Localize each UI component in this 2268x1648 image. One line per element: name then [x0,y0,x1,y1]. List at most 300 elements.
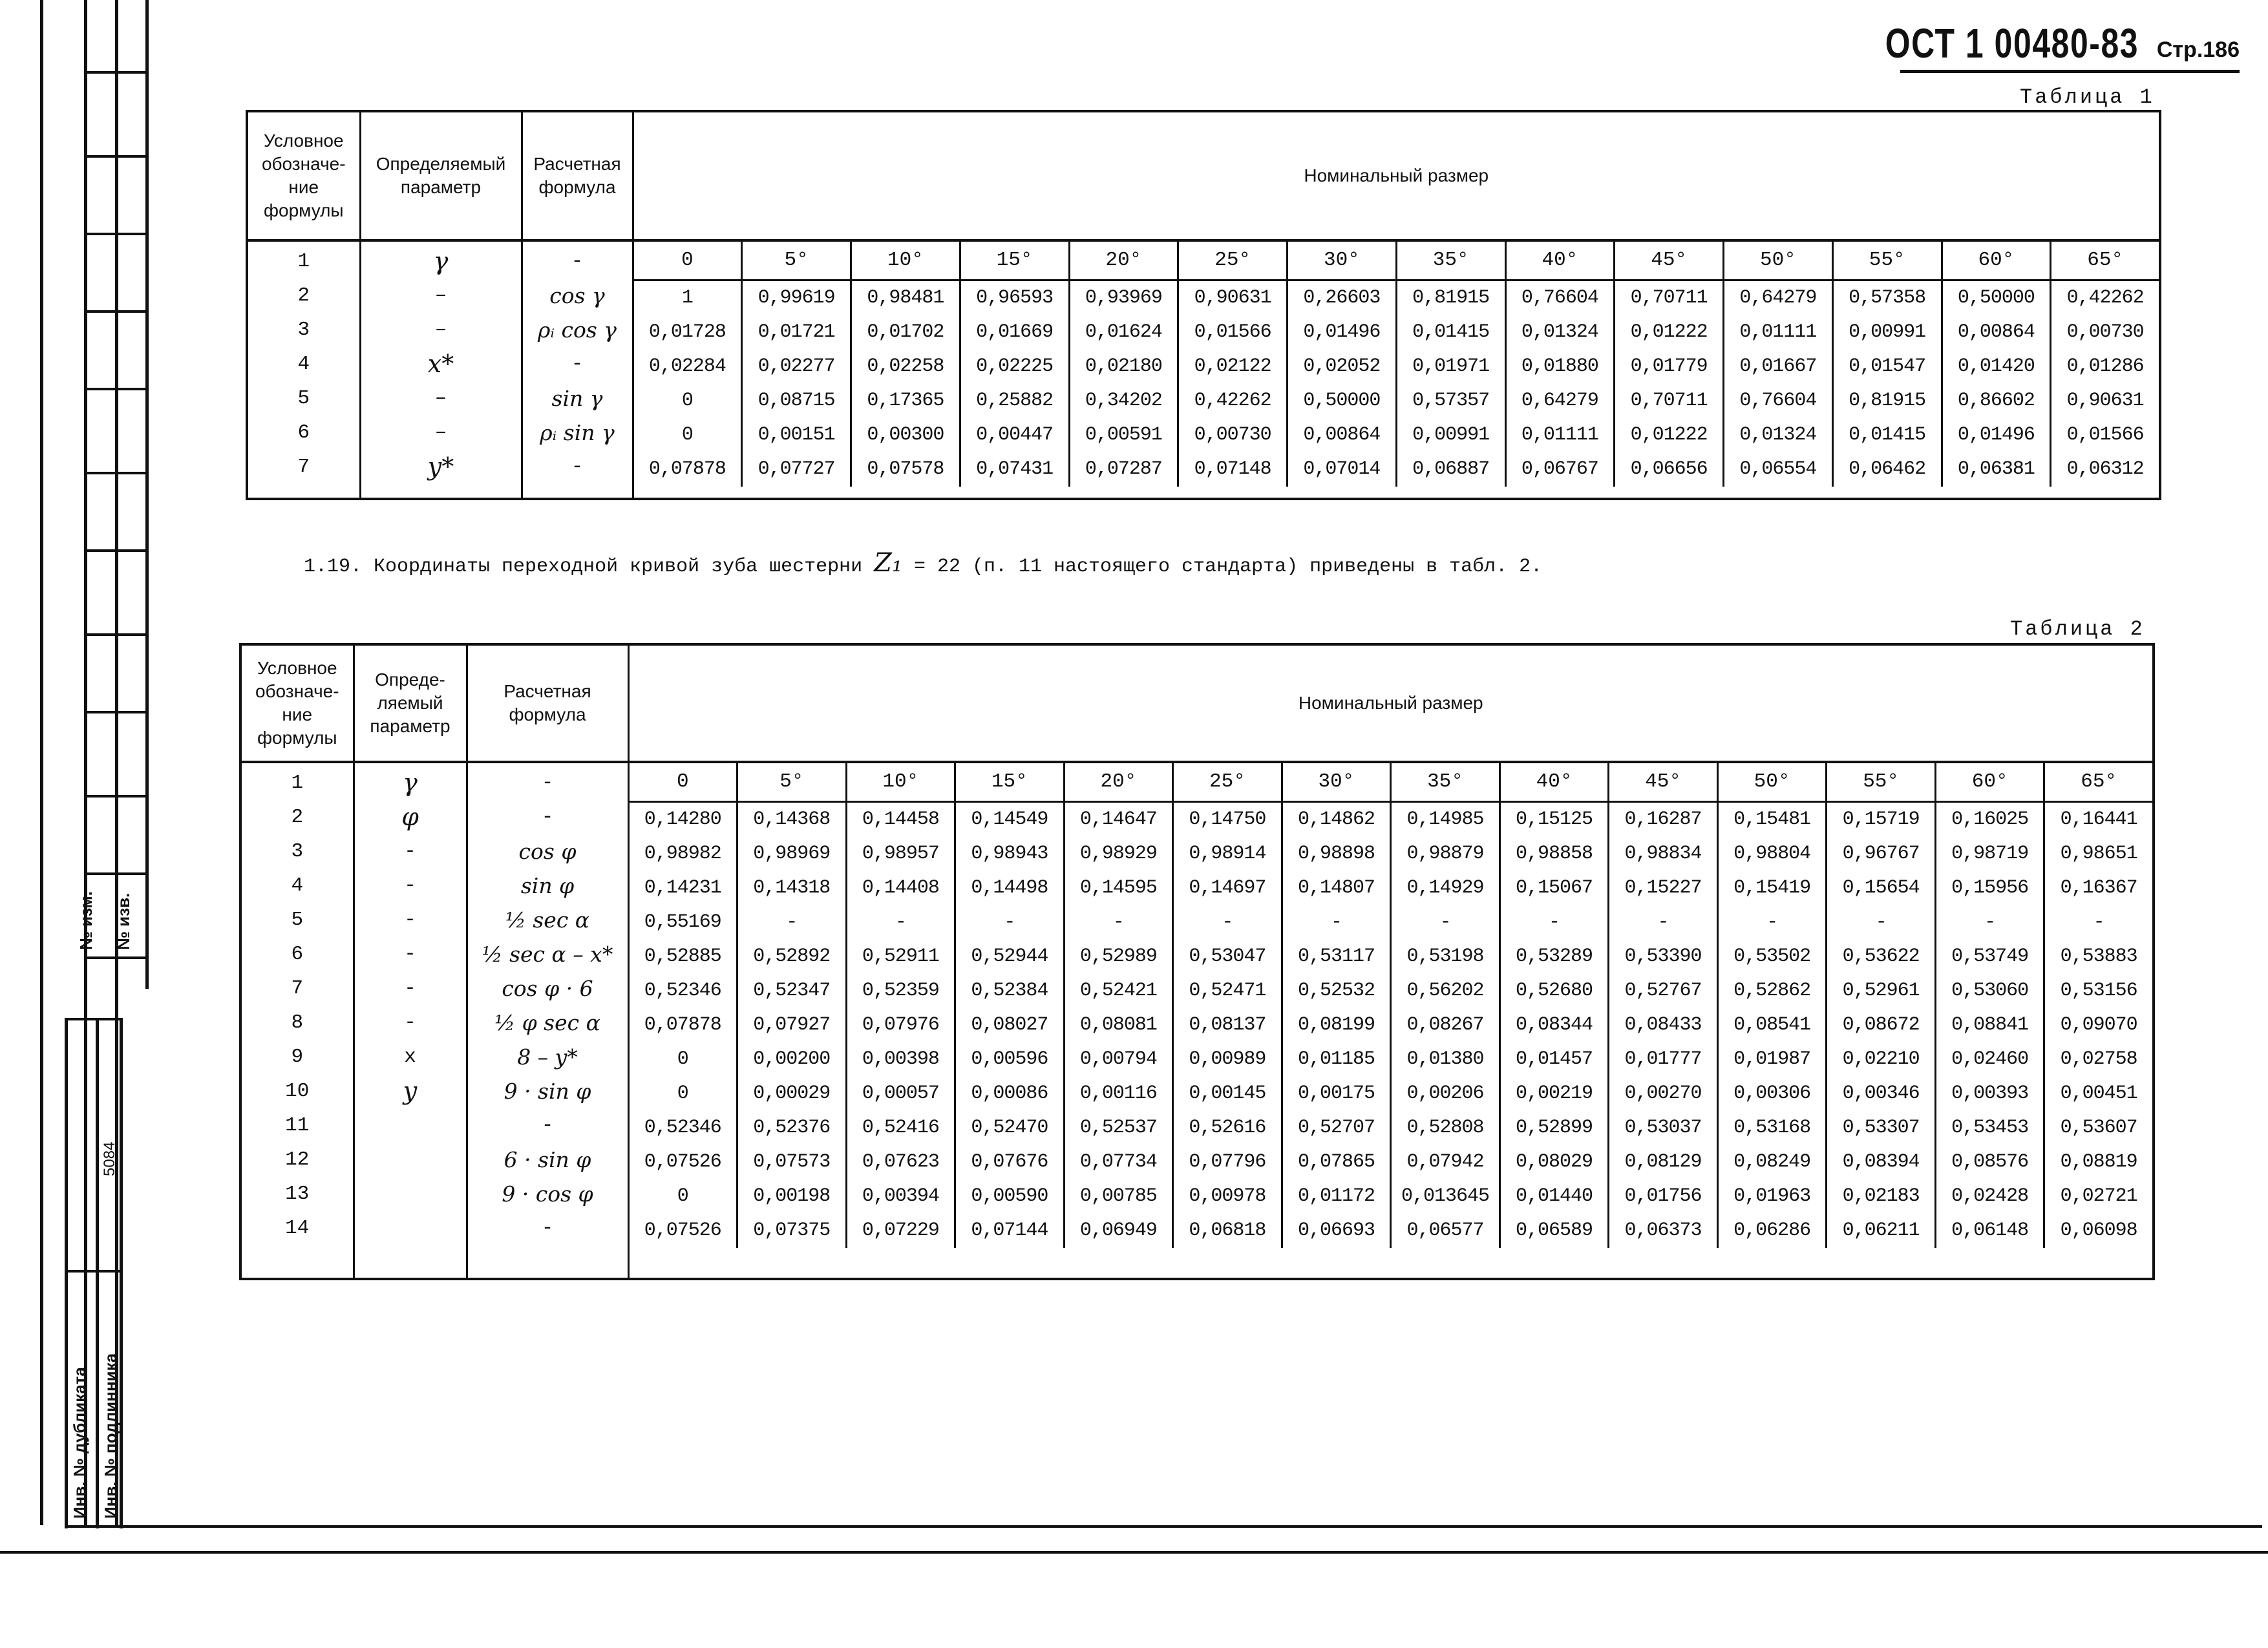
t1-angle-col [1613,242,1722,487]
t2-formula: ½ φ sec α [494,1010,600,1035]
frame-line [145,0,149,989]
t1-value-cell: 0,02180 [1085,355,1162,377]
t2-value-cell: - [1439,911,1451,933]
t1-value-cell: 0,96593 [976,287,1054,309]
t1-value-cell: 0 [681,424,693,446]
t2-value-cell: 0,52537 [1079,1117,1157,1139]
t2-num: 11 [285,1114,310,1137]
t1-formula: ρᵢ cos γ [537,317,617,343]
t1-angle-header: 65° [2051,242,2159,281]
t2-value-cell: 0,06818 [1189,1220,1266,1241]
t2-value-cell: 0,53060 [1951,980,2029,1002]
t2-value-cell: 0,07676 [971,1151,1048,1173]
t1-values [633,240,2160,499]
t2-value-cell: 0,53047 [1189,945,1266,967]
t2-value-cell: 0,16367 [2060,877,2137,899]
t2-value-cell: 0,01777 [1624,1048,1702,1070]
t2-formula: - [541,806,554,829]
table2 [239,643,2155,1280]
t2-value-cell: 0,01963 [1733,1185,1811,1207]
t1-value-cell: 0,42262 [1194,390,1271,412]
t2-value-cell: 0,00086 [971,1083,1048,1104]
frame-line [84,633,149,636]
t2-value-cell: 0,14231 [644,877,721,899]
stamp-dup: Инв. № дубликата [70,1367,89,1519]
t1-angle-col [850,242,959,487]
t2-value-cell: 0,52707 [1297,1117,1375,1139]
t2-value-cell: 0,00978 [1189,1185,1266,1207]
t2-value-cell: 0,08129 [1624,1151,1702,1173]
page-number: Стр.186 [2156,37,2240,62]
t1-value-cell: 0,00591 [1085,424,1162,446]
t2-num: 14 [285,1217,310,1240]
frame-line [65,1525,2262,1528]
t1-value-cell: 0,06554 [1739,458,1817,480]
t1-value-cell: 0,25882 [976,390,1054,412]
t1-angle-col [1068,242,1178,487]
t1-angle-col [1286,242,1395,487]
t2-value-cell: 0 [677,1048,688,1070]
t2-value-cell: 0,07526 [644,1151,721,1173]
table2-caption: Таблица 2 [2010,617,2145,641]
t1-formula: - [571,456,584,478]
t1-value-cell: 0,70711 [1630,287,1708,309]
t2-value-cell: 0,14595 [1079,877,1157,899]
t2-value-cell: 0 [677,1185,688,1207]
t2-angle-header: 60° [1936,763,2044,803]
t2-value-cell: 0,52346 [644,980,721,1002]
t2-value-cell: 0,15227 [1624,877,1702,899]
t2-value-cell: 0,06577 [1406,1220,1484,1241]
t1-value-cell: 0,86602 [1957,390,2035,412]
t2-value-cell: - [1875,911,1887,933]
t1-value-cell: 0,01286 [2066,355,2144,377]
t2-value-cell: 0,96767 [1842,843,1920,865]
t2-value-cell: 0,52892 [753,945,831,967]
header-underline [1900,70,2240,73]
stamp-izm: № изм. [76,891,96,950]
frame-line [84,472,149,474]
t2-num: 12 [285,1148,310,1171]
t2-value-cell: 0,08137 [1189,1014,1266,1036]
t2-value-cell: 0,08344 [1516,1014,1593,1036]
t2-angle-col [1499,763,1608,1248]
t2-value-cell: 0,01457 [1516,1048,1593,1070]
t1-value-cell: 0,01880 [1521,355,1598,377]
t1-num: 1 [297,250,310,273]
t2-head-param: Опреде-ляемый параметр [354,644,467,762]
t2-value-cell: 0,52944 [971,945,1048,967]
t2-value-cell: 0,09070 [2060,1014,2137,1036]
t2-value-cell: 0,00198 [753,1185,831,1207]
t2-value-cell: - [1657,911,1669,933]
t2-angle-col [1063,763,1172,1248]
t2-value-cell: 0,08081 [1079,1014,1157,1036]
t2-value-cell: 0,08249 [1733,1151,1811,1173]
t2-value-cell: 0,52532 [1297,980,1375,1002]
t2-value-cell: 0,98982 [644,843,721,865]
t1-value-cell: 0,01566 [2066,424,2144,446]
t2-value-cell: 0,00393 [1951,1083,2029,1104]
t2-param: - [404,1011,416,1034]
t2-num: 5 [291,909,304,931]
t2-value-cell: 0,00200 [753,1048,831,1070]
t1-value-cell: 0,93969 [1085,287,1162,309]
t2-formula-col [467,762,628,1279]
t2-value-cell: 0,00451 [2060,1083,2137,1104]
t1-value-cell: 0,00730 [2066,321,2144,343]
t1-value-cell: 0,64279 [1739,287,1817,309]
t2-value-cell: 0,08394 [1842,1151,1920,1173]
t2-angle-col [1172,763,1281,1248]
t1-value-cell: 0,01728 [648,321,726,343]
t2-value-cell: 0,15481 [1733,808,1811,830]
t2-value-cell: - [1549,911,1560,933]
t1-value-cell: 0,01971 [1412,355,1490,377]
t2-value-cell: 0,53453 [1951,1117,2029,1139]
t2-value-cell: 0,14862 [1297,808,1375,830]
t1-value-cell: 0,01222 [1630,321,1708,343]
t2-value-cell: 0 [677,1083,688,1104]
t2-value-cell: 0,00206 [1406,1083,1484,1104]
t1-value-cell: 0,02122 [1194,355,1271,377]
frame-line [0,1551,2268,1554]
t2-value-cell: 0,00175 [1297,1083,1375,1104]
t1-value-cell: 0,01566 [1194,321,1271,343]
t2-value-cell: 0,52471 [1189,980,1266,1002]
t2-value-cell: 0,98719 [1951,843,2029,865]
t2-value-cell: 0,14750 [1189,808,1266,830]
t1-value-cell: 0,06381 [1957,458,2035,480]
t2-angle-header: 35° [1392,763,1499,803]
frame-line [115,0,118,1525]
t2-value-cell: 0,52416 [862,1117,939,1139]
t1-angle-col [1395,242,1505,487]
t1-value-cell: 0,57357 [1412,390,1490,412]
t2-param: γ [403,768,418,797]
t2-value-cell: 0,52911 [862,945,939,967]
t1-value-cell: 0,90631 [1194,287,1271,309]
t1-value-cell: 0,01111 [1521,424,1598,446]
t2-angle-col [1934,763,2044,1248]
frame-line [84,872,149,875]
t1-value-cell: 0,99619 [758,287,835,309]
t2-value-cell: - [1112,911,1124,933]
t2-value-cell: 0,00270 [1624,1083,1702,1104]
t2-value-cell: 0,53390 [1624,945,1702,967]
t2-num: 7 [291,977,304,1000]
t2-value-cell: 0,00596 [971,1048,1048,1070]
t2-value-cell: 0,02210 [1842,1048,1920,1070]
t1-value-cell: 0,02284 [648,355,726,377]
t1-value-cell: 0,50000 [1303,390,1381,412]
t2-value-cell: 0,98651 [2060,843,2137,865]
t2-value-cell: 0,14408 [862,877,939,899]
t2-value-cell: 0,02183 [1842,1185,1920,1207]
t1-value-cell: 0,98481 [867,287,944,309]
t1-value-cell: 0,01111 [1739,321,1817,343]
t2-value-cell: - [895,911,906,933]
t2-value-cell: 0,98929 [1079,843,1157,865]
t2-value-cell: 0,00785 [1079,1185,1157,1207]
paragraph-text-before: 1.19. Координаты переходной кривой зуба шестерни [304,556,874,578]
t2-param-col [354,762,467,1279]
stamp-izv: № изв. [114,893,133,950]
t2-value-cell: 0,98834 [1624,843,1702,865]
t1-value-cell: 0,64279 [1521,390,1598,412]
t1-param: y* [427,452,454,481]
t1-angle-col [1941,242,2050,487]
t1-value-cell: 0,00864 [1957,321,2035,343]
t1-angle-col [634,242,741,487]
frame-line [84,233,149,235]
t2-value-cell: 0,07878 [644,1014,721,1036]
t2-value-cell: 0,15419 [1733,877,1811,899]
t1-num: 3 [297,319,310,341]
t2-value-cell: - [1766,911,1778,933]
table1-caption: Таблица 1 [2020,85,2155,109]
t2-param: y [403,1077,418,1105]
t1-value-cell: 0,81915 [1849,390,1926,412]
t1-angle-header: 55° [1834,242,1941,281]
t1-head-num: Условное обозначе-ние формулы [247,111,360,240]
t1-value-cell: 0,00730 [1194,424,1271,446]
t1-value-cell: 0,00991 [1412,424,1490,446]
t2-formula: 6 · sin φ [503,1147,591,1172]
t2-angle-header: 55° [1827,763,1934,803]
frame-line [65,1018,123,1020]
t2-value-cell: 0,07865 [1297,1151,1375,1173]
t1-num: 7 [297,456,310,478]
t2-angle-col [845,763,955,1248]
t2-value-cell: 0,06693 [1297,1220,1375,1241]
t2-value-cell: 0,52616 [1189,1117,1266,1139]
frame-line [84,310,149,313]
t2-value-cell: 0,98898 [1297,843,1375,865]
t2-value-cell: 0,15956 [1951,877,2029,899]
t2-value-cell: 0,52808 [1406,1117,1484,1139]
t2-value-cell: 0,00590 [971,1185,1048,1207]
t2-value-cell: 0,16287 [1624,808,1702,830]
t2-value-cell: 0,15125 [1516,808,1593,830]
t2-formula: 9 · cos φ [502,1181,593,1207]
t2-value-cell: 0,07144 [971,1220,1048,1241]
t1-angle-header: 45° [1615,242,1722,281]
t2-value-cell: 0,01756 [1624,1185,1702,1207]
t1-value-cell: 0,06462 [1849,458,1926,480]
t2-value-cell: 0,07526 [644,1220,721,1241]
t2-value-cell: 0,53198 [1406,945,1484,967]
t2-formula: - [541,772,554,794]
t2-formula: 9 · sin φ [503,1079,591,1104]
t1-angle-col [1177,242,1286,487]
t2-value-cell: 0,00794 [1079,1048,1157,1070]
t1-formula-col [522,240,633,499]
t2-value-cell: 0,14368 [753,808,831,830]
t1-angle-header: 30° [1288,242,1395,281]
t1-param: – [434,284,447,307]
t1-value-cell: 0,01324 [1739,424,1817,446]
frame-line [84,711,149,713]
t2-value-cell: 0,53117 [1297,945,1375,967]
t2-value-cell: 0,55169 [644,911,721,933]
t1-angle-col [1505,242,1614,487]
t1-value-cell: 0,01222 [1630,424,1708,446]
t2-value-cell: 0,52885 [644,945,721,967]
t2-value-cell: 0,53502 [1733,945,1811,967]
t2-angle-header: 15° [956,763,1063,803]
t1-param: – [434,387,447,410]
t2-value-cell: 0,14458 [862,808,939,830]
t2-value-cell: 0,14985 [1406,808,1484,830]
t2-value-cell: 0,98943 [971,843,1048,865]
t1-formula: cos γ [549,283,605,308]
t2-value-cell: 0,08029 [1516,1151,1593,1173]
t2-value-cell: 0,06286 [1733,1220,1811,1241]
frame-line [84,71,149,74]
t2-angle-col [1390,763,1499,1248]
t1-value-cell: 0,07578 [867,458,944,480]
t2-angle-col [2043,763,2152,1248]
frame-line [65,1270,123,1273]
t2-value-cell: 0,08027 [971,1014,1048,1036]
t2-num: 13 [285,1183,310,1205]
t1-value-cell: 0,42262 [2066,287,2144,309]
t2-value-cell: 0,53749 [1951,945,2029,967]
t2-formula: - [541,1217,554,1240]
t2-value-cell: 0,00989 [1189,1048,1266,1070]
t1-value-cell: 0,07148 [1194,458,1271,480]
t1-angle-header: 50° [1724,242,1832,281]
t1-value-cell: 0,17365 [867,390,944,412]
t1-angle-header: 35° [1397,242,1505,281]
t2-value-cell: 0,07734 [1079,1151,1157,1173]
t2-angle-header: 10° [847,763,955,803]
t2-value-cell: 0,08267 [1406,1014,1484,1036]
t1-value-cell: 0,06312 [2066,458,2144,480]
t2-value-cell: 0,53156 [2060,980,2137,1002]
t2-param: x [404,1046,416,1068]
frame-line [84,795,149,798]
t1-value-cell: 0,07727 [758,458,835,480]
t1-value-cell: 0,06767 [1521,458,1598,480]
t2-value-cell: 0,06148 [1951,1220,2029,1241]
t2-value-cell: 0,53607 [2060,1117,2137,1139]
t2-value-cell: 0,52376 [753,1117,831,1139]
t1-angle-col [1722,242,1832,487]
frame-line [84,956,149,959]
t2-value-cell: 0,98957 [862,843,939,865]
t2-formula: 8 – y* [517,1044,578,1070]
frame-line [40,0,43,1525]
t2-value-cell: 0,00394 [862,1185,939,1207]
t2-angle-header: 20° [1065,763,1172,803]
t1-value-cell: 0,01415 [1849,424,1926,446]
t2-formula: cos φ [518,839,577,864]
t2-value-cell: 0,52989 [1079,945,1157,967]
t2-value-cell: 0,08541 [1733,1014,1811,1036]
t2-value-cell: 0,06589 [1516,1220,1593,1241]
t2-formula: ½ sec α [505,907,590,933]
t1-value-cell: 1 [681,287,693,309]
t1-value-cell: 0,07014 [1303,458,1381,480]
t2-value-cell: 0,52680 [1516,980,1593,1002]
t2-param: - [404,874,416,897]
t2-value-cell: 0,52961 [1842,980,1920,1002]
paragraph-z1: Z₁ [874,548,902,578]
t2-angle-header: 50° [1719,763,1826,803]
t1-value-cell: 0,00991 [1849,321,1926,343]
t1-num: 5 [297,387,310,410]
t1-angle-header: 0 [634,242,741,281]
t1-value-cell: 0,34202 [1085,390,1162,412]
t1-param: γ [433,247,449,275]
t2-value-cell: - [786,911,798,933]
t1-head-formula: Расчетная формула [522,111,633,240]
t1-value-cell: 0,08715 [758,390,835,412]
t2-angle-col [736,763,845,1248]
t1-angle-col [2050,242,2159,487]
t1-value-cell: 0,01667 [1739,355,1817,377]
t2-value-cell: 0,98804 [1733,843,1811,865]
t1-value-cell: 0,26603 [1303,287,1381,309]
t1-param: x* [427,350,454,378]
t2-head-nominal: Номинальный размер [628,644,2154,762]
t2-value-cell: 0,52862 [1733,980,1811,1002]
t2-value-cell: 0,02428 [1951,1185,2029,1207]
t1-param: – [434,421,447,444]
t1-angle-col [741,242,850,487]
t2-head-num: Условное обозначе-ние формулы [240,644,354,762]
t2-param: - [404,943,416,966]
t1-head-param: Определяемый параметр [360,111,522,240]
frame-line [65,1018,68,1528]
t2-value-cell: 0,00306 [1733,1083,1811,1104]
paragraph-text-after: = 22 (п. 11 настоящего стандарта) приведены в табл. 2. [902,556,1543,578]
t2-angle-col [1281,763,1390,1248]
t2-angle-header: 25° [1174,763,1281,803]
t1-value-cell: 0,01324 [1521,321,1598,343]
t2-value-cell: 0,16025 [1951,808,2029,830]
paragraph-1-19 [304,548,1542,578]
t2-value-cell: 0,07229 [862,1220,939,1241]
t2-angle-header: 5° [738,763,845,803]
frame-line [84,155,149,158]
t2-value-cell: 0,53307 [1842,1117,1920,1139]
t2-value-cell: 0,52470 [971,1117,1048,1139]
t1-value-cell: 0,00864 [1303,424,1381,446]
t1-value-cell: 0,70711 [1630,390,1708,412]
t2-value-cell: 0,98858 [1516,843,1593,865]
t1-value-cell: 0,02225 [976,355,1054,377]
t1-num: 2 [297,284,310,307]
frame-line [84,0,87,1525]
t1-value-cell: 0,01415 [1412,321,1490,343]
t1-angle-col [959,242,1068,487]
t2-value-cell: 0,06098 [2060,1220,2137,1241]
t2-value-cell: 0,15654 [1842,877,1920,899]
t2-value-cell: 0,14318 [753,877,831,899]
t1-angle-header: 60° [1943,242,2050,281]
t2-value-cell: - [1984,911,1996,933]
t2-angle-header: 40° [1501,763,1608,803]
t2-formula: sin φ [520,873,575,898]
t2-value-cell: - [1222,911,1233,933]
t2-value-cell: 0,00219 [1516,1083,1593,1104]
t2-value-cell: 0,013645 [1401,1185,1489,1207]
t2-value-cell: 0,52421 [1079,980,1157,1002]
t1-value-cell: 0,76604 [1521,287,1598,309]
